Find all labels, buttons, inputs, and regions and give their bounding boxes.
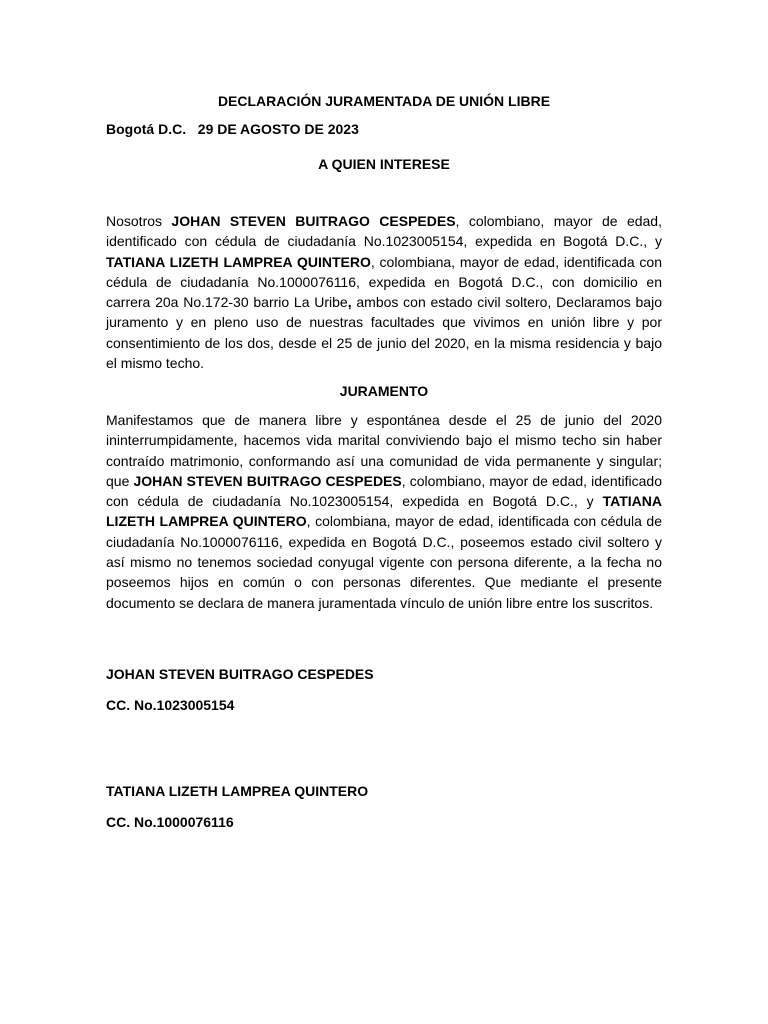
oath-paragraph <box>106 410 662 613</box>
text: , colombiana, mayor de edad, identificada con cédula de ciudadanía No.1000076116, expedida en Bogotá D.C., con domicilio en carrera 20a No.172-30 barrio La Uribe <box>106 253 662 311</box>
text: , colombiana, mayor de edad, identificada con cédula de ciudadanía No.1000076116, expedida en Bogotá D.C., poseemos estado civil soltero y así mismo no tenemos sociedad conyugal vigente con persona diferente, a la fecha no poseemos hijos en común o con personas diferentes. Que mediante el presente documento se declara de manera juramentada vínculo de unión libre entre los suscritos. <box>106 513 662 611</box>
document-title: DECLARACIÓN JURAMENTADA DE UNIÓN LIBRE <box>217 93 551 109</box>
place-date-line <box>106 120 359 138</box>
date: 29 DE AGOSTO DE 2023 <box>197 121 359 137</box>
city: Bogotá D.C. <box>106 121 187 137</box>
text: ambos con estado civil soltero, Declaramos bajo juramento y en pleno uso de nuestras facultades que vivimos en unión libre y por consentimiento de los dos, desde el 25 de junio del 2020, en la misma residencia y bajo el mismo techo. <box>106 294 662 372</box>
signatory-name: JOHAN STEVEN BUITRAGO CESPEDES <box>106 666 374 682</box>
addressee: A QUIEN INTERESE <box>318 156 450 172</box>
text: Manifestamos que de manera libre y espontánea desde el 25 de junio del 2020 ininterrumpidamente, hacemos vida marital conviviendo bajo el mismo techo sin haber contraído matrimonio, conformando así una comunidad de vida permanente y singular; que <box>106 412 662 489</box>
text: Nosotros <box>106 213 172 229</box>
declarant-name: TATIANA LIZETH LAMPREA QUINTERO <box>106 493 662 530</box>
text: , colombiano, mayor de edad, identificado con cédula de ciudadanía No.1023005154, expedida en Bogotá D.C., y <box>106 213 662 250</box>
declarant-name: TATIANA LIZETH LAMPREA QUINTERO <box>106 253 371 270</box>
declarant-name: JOHAN STEVEN BUITRAGO CESPEDES <box>171 213 456 229</box>
signatory-name: TATIANA LIZETH LAMPREA QUINTERO <box>106 783 369 799</box>
text: , colombiano, mayor de edad, identificado con cédula de ciudadanía No.1023005154, expedida en Bogotá D.C., y <box>106 472 662 510</box>
section-title: JURAMENTO <box>339 383 429 399</box>
declaration-paragraph <box>106 211 662 373</box>
signatory-id: CC. No.1023005154 <box>106 697 235 713</box>
declarant-name: JOHAN STEVEN BUITRAGO CESPEDES <box>133 472 402 489</box>
bold-comma: , <box>347 294 352 311</box>
signatory-id: CC. No.1000076116 <box>106 814 234 830</box>
